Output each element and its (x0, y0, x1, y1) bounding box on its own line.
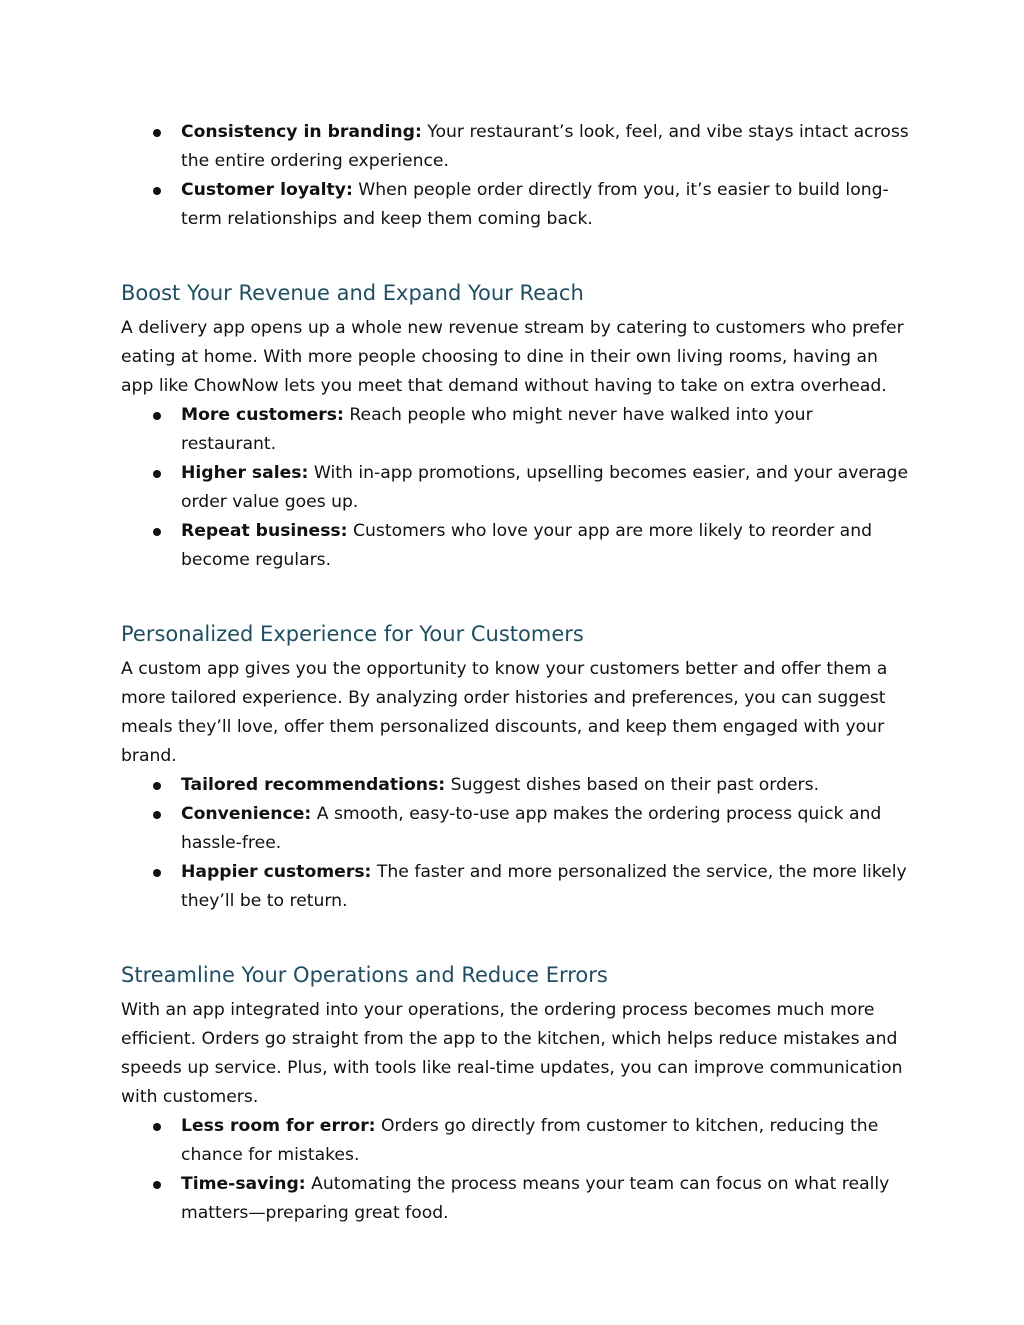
section-heading: Streamline Your Operations and Reduce Errors (121, 963, 608, 987)
bullet-label: Tailored recommendations: (181, 775, 446, 795)
bullet-list (121, 1112, 911, 1228)
bullet-icon (153, 1123, 161, 1131)
bullet-text: Orders go directly from customer to kitchen, reducing the chance for mistakes. (181, 1116, 879, 1165)
document-page (121, 118, 911, 1228)
section-personalized (121, 619, 911, 916)
bullet-text: When people order directly from you, it’s easier to build long-term relationships and keep them coming back. (181, 180, 889, 229)
intro-bullet-list (121, 118, 911, 234)
bullet-text: Automating the process means your team can focus on what really matters—preparing great food. (181, 1174, 890, 1223)
section-operations (121, 960, 911, 1228)
list-item (121, 176, 911, 234)
bullet-label: Happier customers: (181, 862, 372, 882)
list-item (121, 517, 911, 575)
bullet-text: Your restaurant’s look, feel, and vibe stays intact across the entire ordering experience. (181, 122, 909, 171)
section-paragraph: With an app integrated into your operations, the ordering process becomes much more efficient. Orders go straight from the app to the kitchen, which helps reduce mistakes and speeds up service. Plus, with tools like real-time updates, you can improve communication with customers. (121, 1000, 903, 1107)
list-item (121, 1170, 911, 1228)
bullet-text: Reach people who might never have walked into your restaurant. (181, 405, 813, 454)
section-revenue (121, 278, 911, 575)
bullet-label: Customer loyalty: (181, 180, 353, 200)
section-paragraph: A delivery app opens up a whole new revenue stream by catering to customers who prefer eating at home. With more people choosing to dine in their own living rooms, having an app like ChowNow lets you meet that demand without having to take on extra overhead. (121, 318, 904, 396)
bullet-icon (153, 811, 161, 819)
bullet-icon (153, 1181, 161, 1189)
bullet-label: Consistency in branding: (181, 122, 422, 142)
bullet-label: Higher sales: (181, 463, 309, 483)
bullet-text: Customers who love your app are more likely to reorder and become regulars. (181, 521, 872, 570)
bullet-icon (153, 869, 161, 877)
section-heading: Personalized Experience for Your Customers (121, 622, 584, 646)
list-item (121, 858, 911, 916)
bullet-text: With in-app promotions, upselling becomes easier, and your average order value goes up. (181, 463, 909, 512)
list-item (121, 800, 911, 858)
list-item (121, 1112, 911, 1170)
bullet-list (121, 401, 911, 575)
list-item (121, 401, 911, 459)
bullet-label: Repeat business: (181, 521, 348, 541)
section-heading: Boost Your Revenue and Expand Your Reach (121, 281, 584, 305)
bullet-label: Time-saving: (181, 1174, 306, 1194)
bullet-icon (153, 528, 161, 536)
list-item (121, 118, 911, 176)
bullet-text: A smooth, easy-to-use app makes the ordering process quick and hassle-free. (181, 804, 882, 853)
bullet-text: The faster and more personalized the service, the more likely they’ll be to return. (181, 862, 907, 911)
bullet-icon (153, 470, 161, 478)
bullet-icon (153, 412, 161, 420)
bullet-icon (153, 187, 161, 195)
bullet-icon (153, 782, 161, 790)
section-paragraph: A custom app gives you the opportunity to know your customers better and offer them a more tailored experience. By analyzing order histories and preferences, you can suggest meals they’ll love, offer them personalized discounts, and keep them engaged with your brand. (121, 659, 888, 766)
list-item (121, 459, 911, 517)
bullet-label: Convenience: (181, 804, 312, 824)
bullet-list (121, 771, 911, 916)
bullet-text: Suggest dishes based on their past orders. (445, 775, 820, 795)
bullet-label: Less room for error: (181, 1116, 376, 1136)
list-item (121, 771, 911, 800)
bullet-icon (153, 129, 161, 137)
bullet-label: More customers: (181, 405, 344, 425)
